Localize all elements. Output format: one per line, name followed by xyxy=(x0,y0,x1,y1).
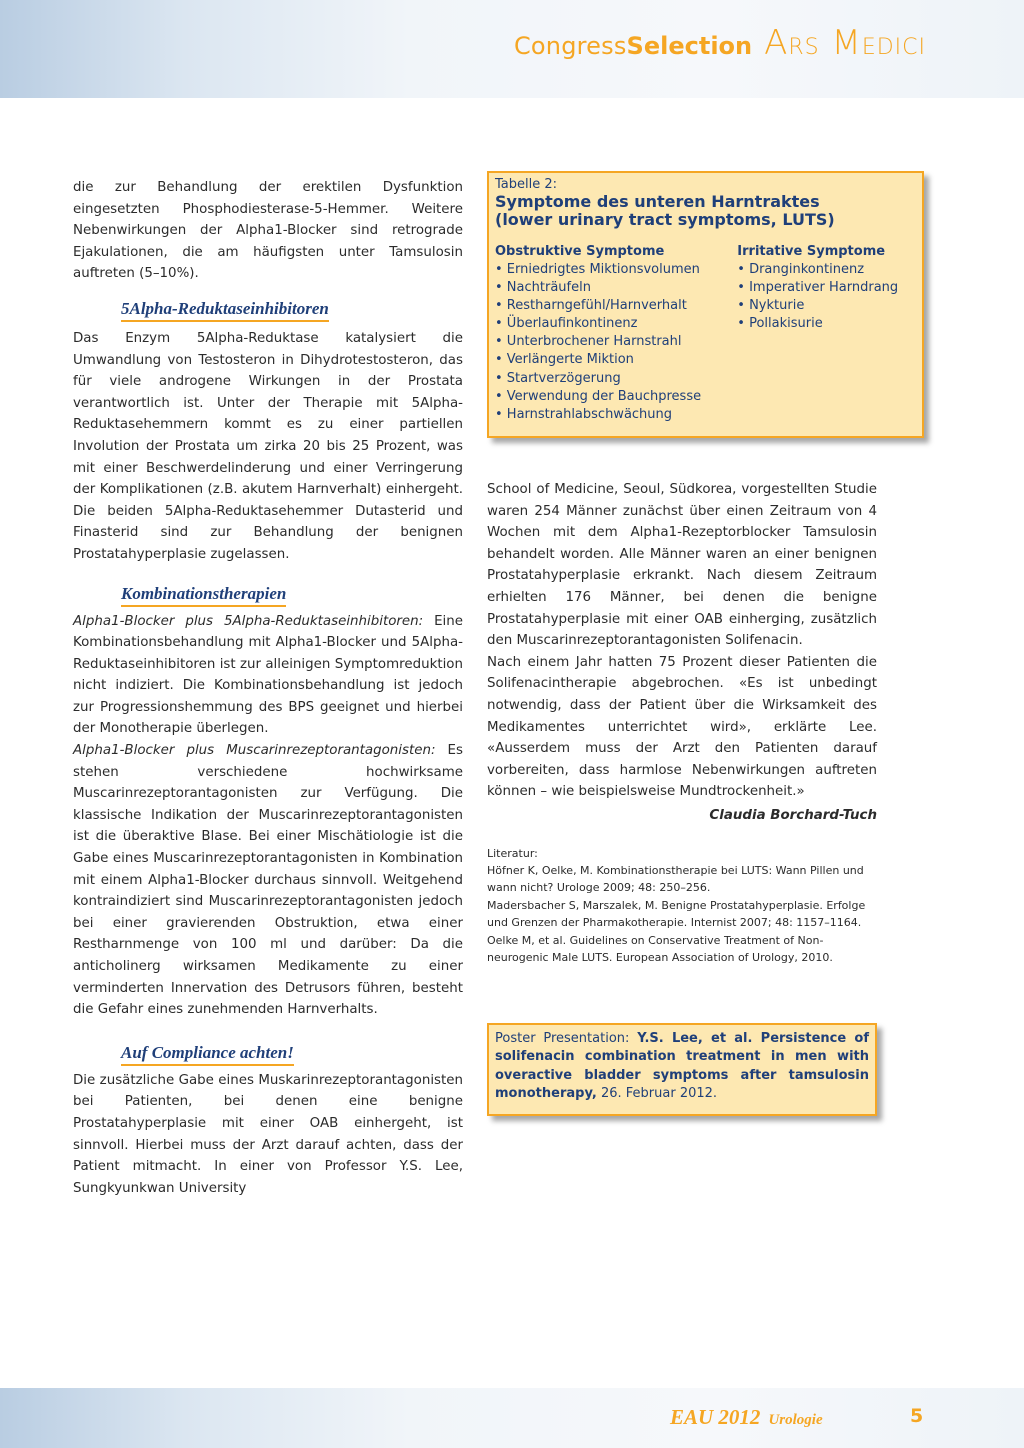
column-header-obstruktive: Obstruktive Symptome xyxy=(495,244,665,259)
masthead xyxy=(513,23,926,63)
paragraph-5alpha: Das Enzym 5Alpha-Reduktase katalysiert die Umwandlung von Testosteron in Dihydrotestosteron, das für viele androgene Wirkungen in der Prostata verantwortlich ist. Unter der Therapie mit 5Alpha-Reduktasehemmern kommt es zu einer partiellen Involution der Prostata um zirka 20 bis 25 Prozent, was mit einer Beschwerdelinderung und einer Verringerung der Komplikationen (z.B. akutem Harnverhalt) einhergeht. Die beiden 5Alpha-Reduktasehemmer Dutasterid und Finasterid sind zur Behandlung der benignen Prostatahyperplasie zugelassen. xyxy=(73,330,463,562)
left-column xyxy=(73,177,463,1199)
page-number: 5 xyxy=(910,1405,924,1427)
ars-medici-logo xyxy=(764,23,926,63)
paragraph-compliance: Die zusätzliche Gabe eines Muskarinrezeptorantagonisten bei Patienten, bei denen eine benigne Prostatahyperplasie mit einer OAB einhergeht, ist sinnvoll. Hierbei muss der Arzt darauf achten, dass der Patient mitmacht. In einer von Professor Y.S. Lee, Sungkyunkwan University xyxy=(73,1072,463,1196)
footer-urologie: Urologie xyxy=(768,1412,823,1428)
footer-eau: EAU 2012 xyxy=(670,1405,761,1429)
list-item: • Verlängerte Miktion xyxy=(495,352,634,368)
logo-a: A xyxy=(764,23,789,63)
poster-lead: Poster Presentation: xyxy=(495,1031,638,1046)
list-item: • Nachträufeln xyxy=(495,280,591,296)
table-title-line-1: Symptome des unteren Harntraktes xyxy=(495,192,820,211)
list-item: • Dranginkontinenz xyxy=(737,262,865,277)
paragraph-study: School of Medicine, Seoul, Südkorea, vorgestellten Studie waren 254 Männer zunächst über einen Zeitraum von 4 Wochen mit dem Alpha1-Rezeptorblocker Tamsulosin behandelt worden. Alle Männer waren an einer benignen Prostatahyperplasie erkrankt. Nach diesem Zeitraum erhielten 176 Männer, bei denen die benigne Prostatahyperplasie mit einer OAB einherging, zusätzlich den Muscarinrezeptorantagonisten Solifenacin. xyxy=(487,482,877,649)
paragraph-kombination-1 xyxy=(73,611,463,741)
table-label: Tabelle 2: xyxy=(495,177,558,192)
list-item: • Verwendung der Bauchpresse xyxy=(495,388,702,404)
heading-5alpha: 5Alpha-Reduktaseinhibitoren xyxy=(121,299,329,322)
lead-alpha-5alpha: Alpha1-Blocker plus 5Alpha-Reduktaseinhibitoren: xyxy=(73,613,424,629)
heading-compliance: Auf Compliance achten! xyxy=(121,1043,294,1066)
logo-edici: EDICI xyxy=(861,35,926,60)
selection-label: Selection xyxy=(626,32,753,60)
congress-label: Congress xyxy=(513,32,627,60)
list-item: • Nykturie xyxy=(737,298,805,314)
intro-paragraph: die zur Behandlung der erektilen Dysfunktion eingesetzten Phosphodiesterase-5-Hemmer. Weitere Nebenwirkungen der Alpha1-Blocker sind retrograde Ejakulationen, die am häufigsten unter Tamsulosin auftreten (5–10%). xyxy=(73,180,463,282)
list-item: • Restharngefühl/Harnverhalt xyxy=(495,298,687,314)
lead-alpha-muscarin: Alpha1-Blocker plus Muscarinrezeptorantagonisten: xyxy=(73,743,436,759)
list-item: • Pollakisurie xyxy=(737,316,823,332)
poster-date: 26. Februar 2012. xyxy=(596,1086,718,1102)
list-item: • Überlaufinkontinenz xyxy=(495,316,638,332)
poster-citation: Y.S. Lee, et al. Persistence of solifenacin combination treatment in men with overactive bladder symptoms after tamsulosin monotherapy, xyxy=(495,1031,869,1102)
table-columns xyxy=(495,243,916,424)
right-column xyxy=(487,479,877,966)
table-column-obstruktive xyxy=(495,243,737,424)
list-item: • Imperativer Harndrang xyxy=(737,280,899,296)
text-alpha-muscarin: Es stehen verschiedene hochwirksame Muscarinrezeptorantagonisten zur Verfügung. Die klassische Indikation der Muscarinrezeptorantagonisten ist die überaktive Blase. Bei einer Mischätiologie ist die Gabe eines Muscarinrezeptorantagonisten in Kombination mit einem Alpha1-Blocker durchaus sinnvoll. Weitgehend kontraindiziert sind Muscarinrezeptorantagonisten jedoch bei einer gravierenden Obstruktion, etwa einer Restharnmenge von 100 ml und darüber: Da die anticholinerg wirksamen Medikamente zu einer verminderten Innervation des Detrusors führen, besteht die Gefahr eines zunehmenden Harnverhalts. xyxy=(73,743,463,1018)
references-title: Literatur: xyxy=(487,846,538,860)
table-2-box xyxy=(487,171,924,438)
paragraph-kombination-2 xyxy=(73,740,463,1021)
column-header-irritative: Irritative Symptome xyxy=(737,244,886,259)
author-name: Claudia Borchard-Tuch xyxy=(709,807,877,823)
footer-band xyxy=(0,1388,1024,1448)
heading-kombination: Kombinationstherapien xyxy=(121,584,286,607)
footer-title xyxy=(670,1405,823,1430)
list-item: • Erniedrigtes Miktionsvolumen xyxy=(495,262,700,277)
poster-presentation-box xyxy=(487,1023,877,1116)
list-item: • Harnstrahlabschwächung xyxy=(495,406,673,422)
paragraph-results: Nach einem Jahr hatten 75 Prozent dieser Patienten die Solifenacintherapie abgebrochen. «Es ist unbedingt notwendig, dass der Patient über die Wirksamkeit des Medikamentes unterrichtet wird», erklärte Lee. «Ausserdem muss der Arzt den Patienten darauf vorbereiten, dass harmlose Nebenwirkungen auftreten können – wie beispielsweise Mundtrockenheit.» xyxy=(487,654,877,800)
list-item: • Startverzögerung xyxy=(495,370,621,386)
logo-m: M xyxy=(831,23,862,63)
reference-item: Oelke M, et al. Guidelines on Conservative Treatment of Non-neurogenic Male LUTS. European Association of Urology, 2010. xyxy=(487,933,833,964)
references xyxy=(487,845,877,967)
text-alpha-5alpha: Eine Kombinationsbehandlung mit Alpha1-Blocker und 5Alpha-Reduktaseinhibitoren ist zur alleinigen Symptomreduktion nicht indiziert. Die Kombinationsbehandlung ist jedoch zur Progressionshemmung des BPS geeignet und hierbei der Monotherapie überlegen. xyxy=(73,613,464,737)
reference-item: Höfner K, Oelke, M. Kombinationstherapie bei LUTS: Wann Pillen und wann nicht? Urologe 2009; 48: 250–256. xyxy=(487,863,864,895)
table-column-irritative xyxy=(737,243,916,424)
reference-item: Madersbacher S, Marszalek, M. Benigne Prostatahyperplasie. Erfolge und Grenzen der Pharmakotherapie. Internist 2007; 48: 1157–1164. xyxy=(487,898,866,930)
list-item: • Unterbrochener Harnstrahl xyxy=(495,334,682,350)
logo-rs: RS xyxy=(788,35,820,60)
table-title-line-2: (lower urinary tract symptoms, LUTS) xyxy=(495,210,835,229)
